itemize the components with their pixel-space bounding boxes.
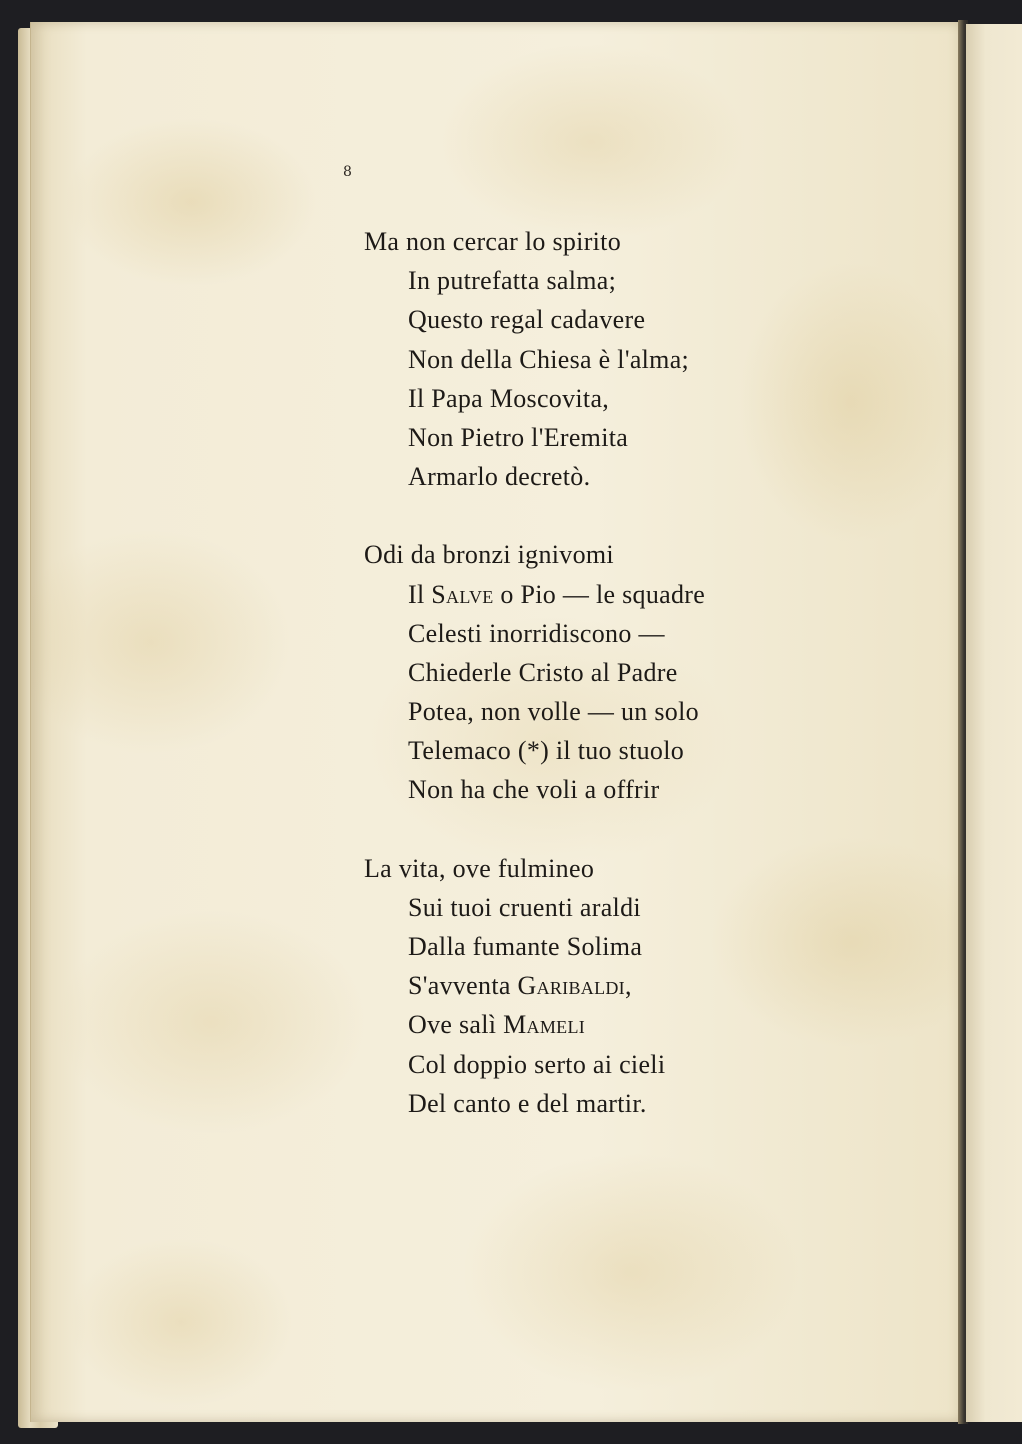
poem-line: Potea, non volle — un solo <box>408 697 699 727</box>
poem-line <box>364 966 804 1005</box>
poem-line: Il Papa Moscovita, <box>408 383 610 413</box>
poem-line: Telemaco (*) il tuo stuolo <box>408 736 685 766</box>
poem-line: La vita, ove fulmineo <box>364 853 595 883</box>
poem-line <box>364 575 804 614</box>
poem-line: Del canto e del martir. <box>408 1088 647 1118</box>
poem-line: Non Pietro l'Eremita <box>408 422 629 452</box>
line-text: Ove salì <box>408 1010 504 1040</box>
small-caps-word: Mameli <box>503 1010 586 1040</box>
page-number: 8 <box>343 164 352 180</box>
stanza-3 <box>364 849 804 1123</box>
stanza-2 <box>364 535 804 809</box>
poem-line: Armarlo decretò. <box>408 462 591 492</box>
poem-line: Col doppio serto ai cieli <box>408 1049 666 1079</box>
small-caps-word: Salve <box>431 579 494 609</box>
line-text: Il <box>408 579 432 609</box>
facing-page-edge <box>966 24 1022 1422</box>
poem-line: Sui tuoi cruenti araldi <box>408 892 641 922</box>
poem-line: Celesti inorridiscono — <box>408 618 665 648</box>
poem-line: Chiederle Cristo al Padre <box>408 657 678 687</box>
stanza-1 <box>364 222 804 496</box>
poem-line: Non della Chiesa è l'alma; <box>408 344 690 374</box>
small-caps-word: Garibaldi <box>517 971 625 1001</box>
poem-line <box>364 1005 804 1044</box>
poem-text <box>364 222 804 1162</box>
line-text: S'avventa <box>408 971 518 1001</box>
line-text: o Pio — le squadre <box>493 579 706 609</box>
poem-line: Odi da bronzi ignivomi <box>364 540 614 570</box>
line-text: , <box>624 971 632 1001</box>
poem-line: Ma non cercar lo spirito <box>364 227 622 256</box>
poem-line: Non ha che voli a offrir <box>408 775 660 805</box>
poem-line: Dalla fumante Solima <box>408 932 643 961</box>
poem-line: In putrefatta salma; <box>408 266 617 296</box>
poem-line: Questo regal cadavere <box>408 305 646 335</box>
